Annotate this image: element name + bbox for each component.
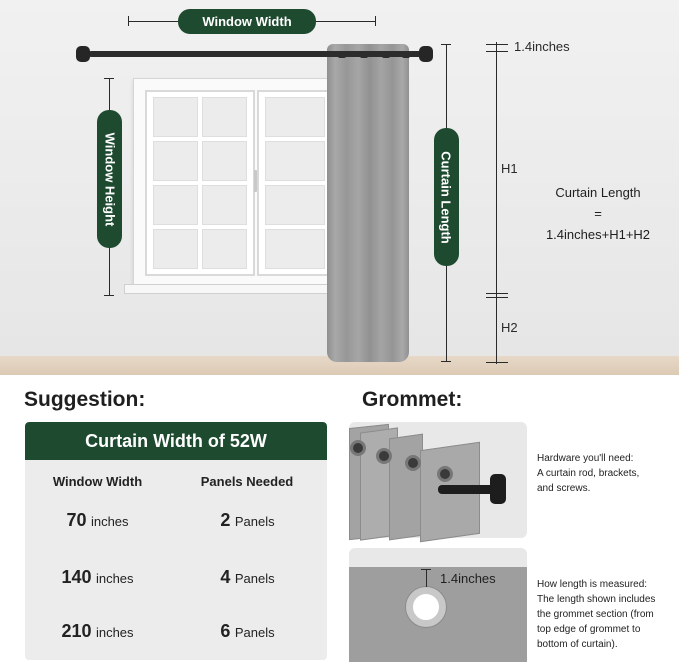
table-title: Curtain Width of 52W (25, 422, 327, 460)
suggestion-heading: Suggestion: (24, 388, 146, 411)
rod-finial-left (76, 46, 90, 62)
column-header-panels-needed: Panels Needed (200, 474, 294, 489)
table-row: 140 inches (61, 567, 134, 587)
rod-icon (438, 485, 498, 494)
curtain-fold (389, 434, 423, 541)
length-note: How length is measured: The length shown includes the grommet section (from top edge of grommet to bottom of curtain). (537, 579, 656, 650)
table-row: 2 Panels (220, 510, 275, 530)
window-sill (124, 284, 334, 294)
grommet-offset-label: 1.4inches (440, 571, 496, 586)
column-header-window-width: Window Width (52, 474, 143, 489)
table-row: 70 inches (66, 510, 129, 530)
h2-label: H2 (501, 320, 518, 335)
window-height-label: Window Height (97, 110, 122, 248)
grommet-offset-label: 1.4inches (514, 39, 570, 54)
table-row: 4 Panels (220, 567, 275, 587)
rod-finial-right (419, 46, 433, 62)
suggestion-table (25, 422, 327, 660)
curtain-length-label: Curtain Length (434, 128, 459, 266)
hardware-note: Hardware you'll need: A curtain rod, brackets, and screws. (537, 453, 640, 494)
window-handle (254, 170, 257, 192)
h-dimension-line (496, 42, 497, 364)
window-width-label: Window Width (178, 9, 316, 34)
grommet-ring-icon (350, 440, 366, 456)
table-row: 6 Panels (220, 621, 275, 641)
curtain-rod (88, 51, 424, 57)
window-sash-left (145, 90, 255, 276)
rod-finial-icon (490, 474, 506, 504)
table-row: 210 inches (61, 621, 134, 641)
curtain-panel (327, 44, 409, 362)
curtain-length-formula: Curtain Length = 1.4inches+H1+H2 (545, 185, 651, 242)
grommet-ring-icon (437, 466, 453, 482)
h1-label: H1 (501, 161, 518, 176)
grommet-ring-icon (406, 587, 446, 627)
window-sash-right (257, 90, 329, 276)
grommet-heading: Grommet: (362, 388, 463, 411)
grommet-ring-icon (376, 448, 392, 464)
grommet-ring-icon (405, 455, 421, 471)
